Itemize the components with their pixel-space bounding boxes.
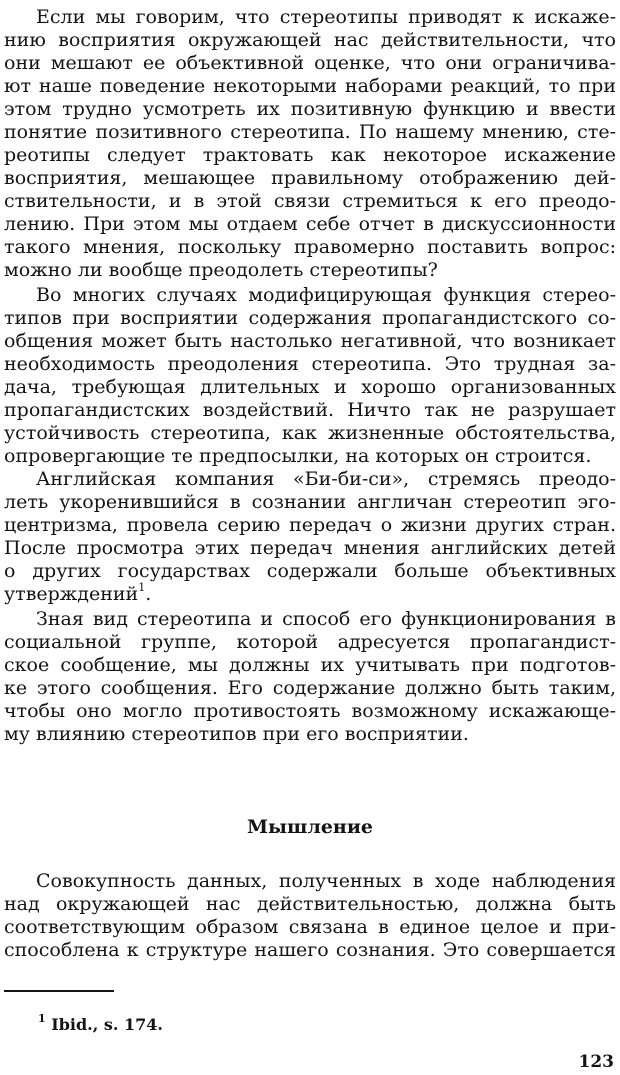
text-line: устойчивость стереотипа, как жизненные обстоятельства, [4, 422, 616, 444]
text-line-content: утверждений [4, 583, 139, 605]
text-line: такого мнения, поскольку правомерно поставить вопрос: [4, 236, 616, 258]
text-line: Английская компания «Би-би-си», стремясь преодо- [36, 468, 616, 490]
sentence-period: . [145, 583, 152, 605]
page-number: 123 [578, 1052, 614, 1072]
text-line: опровергающие те предпосылки, на которых он строится. [4, 445, 592, 467]
text-line: над окружающей нас действительностью, должна быть [4, 893, 616, 915]
section-heading: Мышление [246, 816, 374, 838]
text-line: чтобы оно могло противостоять возможному искажающе- [4, 700, 616, 722]
text-line: нию восприятия окружающей нас действительности, что [4, 29, 616, 51]
text-line: соответствующим образом связана в единое целое и при- [4, 916, 616, 938]
text-line: центризма, провела серию передач о жизни других стран. [4, 514, 616, 536]
text-line: ют наше поведение некоторыми наборами реакций, то при [4, 75, 616, 97]
text-line: леть укоренившийся в сознании англичан стереотип эго- [4, 491, 616, 513]
text-line: общения может быть настолько негативной, что возникает [4, 330, 616, 352]
text-line: дача, требующая длительных и хорошо организованных [4, 376, 616, 398]
text-line: Во многих случаях модифицирующая функция стерео- [36, 284, 616, 306]
text-line: восприятия, мешающее правильному отображению дей- [4, 167, 616, 189]
text-line: лению. При этом мы отдаем себе отчет в дискуссионности [4, 213, 616, 235]
footnote-divider [4, 990, 114, 992]
text-line: ке этого сообщения. Его содержание должно быть таким, [4, 677, 616, 699]
text-line: этом трудно усмотреть их позитивную функцию и ввести [4, 98, 616, 120]
text-line: ствительности, и в этой связи стремиться к его преодо- [4, 190, 616, 212]
text-line: они мешают ее объективной оценке, что они ограничива- [4, 52, 616, 74]
text-line: ское сообщение, мы должны их учитывать при подготов- [4, 654, 616, 676]
text-line: Зная вид стереотипа и способ его функционирования в [36, 608, 616, 630]
text-line: После просмотра этих передач мнения английских детей [4, 537, 616, 559]
text-line: типов при восприятии содержания пропагандистского со- [4, 307, 616, 329]
footnote-marker: 1 [38, 1011, 46, 1025]
text-line: необходимость преодоления стереотипа. Это трудная за- [4, 353, 616, 375]
text-line: понятие позитивного стереотипа. По нашему мнению, сте- [4, 121, 616, 143]
footnote-reference: 1 [138, 580, 146, 594]
text-line: Если мы говорим, что стереотипы приводят к искаже- [36, 6, 616, 28]
text-line: можно ли вообще преодолеть стереотипы? [4, 259, 438, 281]
text-line: му влиянию стереотипов при его восприятии. [4, 723, 469, 745]
footnote-text: Ibid., s. 174. [51, 1015, 163, 1034]
footnote [38, 1011, 163, 1035]
text-line: реотипы следует трактовать как некоторое искажение [4, 144, 616, 166]
text-line: пропагандистских воздействий. Ничто так не разрушает [4, 399, 616, 421]
text-line: способлена к структуре нашего сознания. Это совершается [4, 939, 616, 961]
text-line [4, 580, 616, 606]
text-line: социальной группе, которой адресуется пропагандист- [4, 631, 616, 653]
text-line: о других государствах содержали больше объективных [4, 560, 616, 582]
text-line: Совокупность данных, полученных в ходе наблюдения [36, 870, 616, 892]
